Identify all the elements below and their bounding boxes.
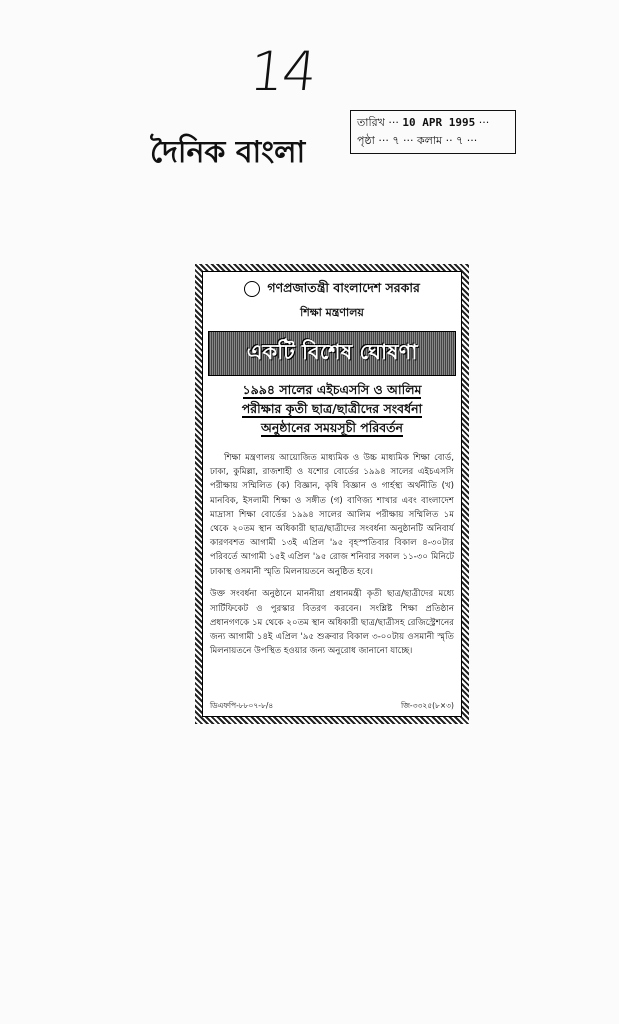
- footer-code-right: জি-৩৩২৫(৮×৩): [401, 701, 454, 710]
- stamp-date-value: 10 APR 1995: [402, 116, 476, 129]
- stamp-page-value: ৭: [392, 134, 400, 147]
- stamp-date-row: তারিখ ··· 10 APR 1995 ···: [357, 116, 490, 129]
- announcement-paragraph-2: উক্ত সংবর্ধনা অনুষ্ঠানে মাননীয়া প্রধানমন্ত্রী কৃতী ছাত্র/ছাত্রীদের মধ্যে সার্টিফিকেট ও পুরস্কার বিতরণ করবেন। সংশ্লিষ্ট শিক্ষা প্রতিষ্ঠান প্রধানগণকে ১ম থেকে ২০তম স্থান অধিকারী ছাত্র/ছাত্রীসহ রেজিস্ট্রেশনের জন্য আগামী ১৪ই এপ্রিল '৯৫ শুক্রবার বিকাল ৩-০০টায় ওসমানী স্মৃতি মিলনায়তনে উপস্থিত হওয়ার জন্য অনুরোধ জানানো যাচ্ছে।: [210, 589, 454, 657]
- headline-line-2: পরীক্ষার কৃতী ছাত্র/ছাত্রীদের সংবর্ধনা: [241, 401, 423, 416]
- handwritten-number: 14: [246, 40, 319, 103]
- headline-line-3: অনুষ্ঠানের সময়সূচী পরিবর্তন: [261, 420, 403, 435]
- stamp-column-value: ৭: [456, 134, 464, 147]
- stamp-date-label: তারিখ: [357, 116, 385, 129]
- announcement-paragraph-1: শিক্ষা মন্ত্রণালয় আয়োজিত মাধ্যমিক ও উচ্চ মাধ্যমিক শিক্ষা বোর্ড, ঢাকা, কুমিল্লা, রাজশাহী ও যশোর বোর্ডের ১৯৯৪ সালের এইচএসসি পরীক্ষায় সম্মিলিত (ক) বিজ্ঞান, কৃষি বিজ্ঞান ও গার্হস্থ্য অর্থনীতি (খ) মানবিক, ইসলামী শিক্ষা ও সঙ্গীত (গ) বাণিজ্য শাখার এবং বাংলাদেশ মাদ্রাসা শিক্ষা বোর্ডের ১৯৯৪ সালের আলিম পরীক্ষায় সম্মিলিত ১ম থেকে ২০তম স্থান অধিকারী ছাত্র/ছাত্রীদের সংবর্ধনা অনুষ্ঠানটি অনিবার্য কারণবশত আগামী ১৩ই এপ্রিল '৯৫ বৃহস্পতিবার বিকাল ৪-৩০টার পরিবর্তে আগামী ১৫ই এপ্রিল '৯৫ রোজ শনিবার সকাল ১১-৩০ মিনিটে ঢাকাস্থ ওসমানী স্মৃতি মিলনায়তনে অনুষ্ঠিত হবে।: [210, 453, 454, 577]
- newspaper-name: দৈনিক বাংলা: [150, 135, 306, 170]
- advertisement-footer: [210, 701, 454, 713]
- footer-code-left: ডিএফপি-৮৮০৭-৮/৪: [210, 701, 274, 710]
- advertisement-inner: [202, 271, 462, 717]
- announcement-banner: একটি বিশেষ ঘোষণা: [208, 331, 456, 376]
- government-heading: [210, 280, 454, 300]
- stamp-column-label: কলাম: [416, 134, 443, 147]
- government-emblem-icon: [244, 281, 260, 297]
- stamp-page-label: পৃষ্ঠা: [357, 134, 375, 147]
- government-name: গণপ্রজাতন্ত্রী বাংলাদেশ সরকার: [267, 280, 420, 295]
- announcement-headline: [210, 380, 454, 437]
- clipping-stamp: [350, 110, 516, 154]
- ministry-name: শিক্ষা মন্ত্রণালয়: [300, 306, 364, 319]
- headline-line-1: ১৯৯৪ সালের এইচএসসি ও আলিম: [242, 382, 422, 397]
- advertisement: [195, 264, 469, 724]
- stamp-page-row: পৃষ্ঠা ··· ৭ ··· কলাম ·· ৭ ···: [357, 134, 478, 147]
